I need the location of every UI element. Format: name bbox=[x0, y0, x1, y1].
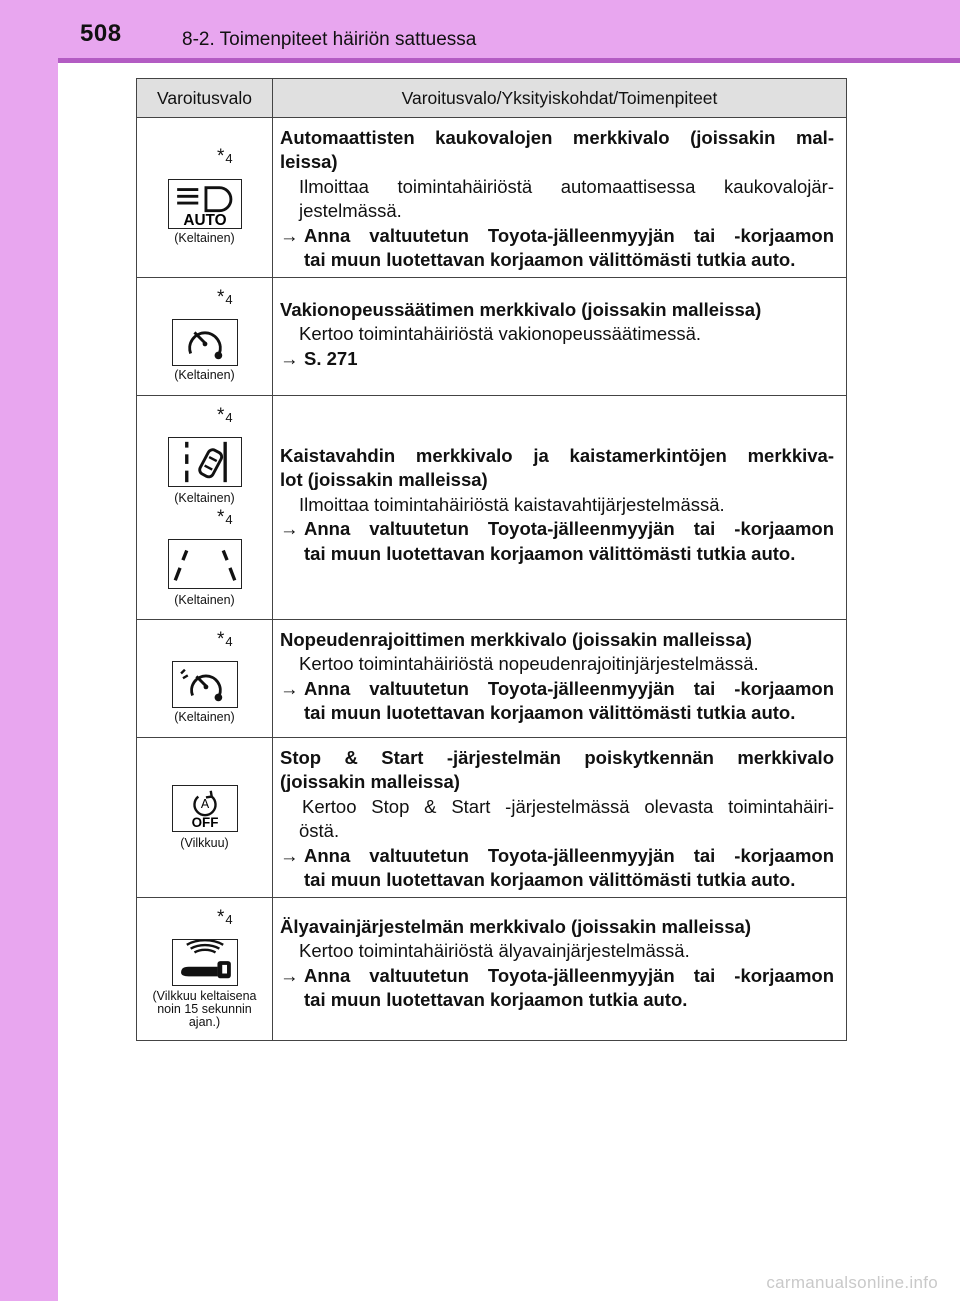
action-line bbox=[280, 844, 834, 868]
header-divider bbox=[58, 58, 960, 63]
arrow-icon: → bbox=[280, 224, 299, 246]
watermark-text: carmanualsonline.info bbox=[766, 1273, 938, 1292]
cruise-control-icon bbox=[172, 319, 238, 366]
lamp-description: östä. bbox=[299, 820, 340, 842]
lamp-caption: (Keltainen) bbox=[174, 368, 235, 382]
section-title: 8-2. Toimenpiteet häiriön sattuessa bbox=[182, 29, 477, 50]
lamp-title: lot (joissakin malleissa) bbox=[280, 469, 488, 491]
footnote-marker: $*_4$ bbox=[217, 405, 233, 426]
footnote-marker: $*_4$ bbox=[217, 507, 233, 528]
arrow-icon: → bbox=[280, 677, 299, 699]
stop-start-off-icon bbox=[172, 785, 238, 832]
arrow-icon: → bbox=[280, 964, 299, 986]
action-text: tai muun luotettavan korjaamon välittömästi tutkia auto. bbox=[304, 542, 796, 564]
details-cell bbox=[273, 620, 847, 738]
column-header-details: Varoitusvalo/Yksityiskohdat/Toimenpiteet bbox=[273, 79, 847, 118]
footnote-marker: $*_4$ bbox=[217, 629, 233, 650]
footnote-marker: $*_4$ bbox=[217, 146, 233, 167]
lamp-cell bbox=[137, 620, 273, 738]
lamp-caption: (Vilkkuu keltaisena noin 15 sekunnin ajan.) bbox=[152, 989, 257, 1029]
lamp-caption: (Keltainen) bbox=[174, 231, 235, 245]
smart-key-icon bbox=[172, 939, 238, 986]
action-text: Anna valtuutetun Toyota-jälleenmyyjän tai -korjaamon bbox=[304, 677, 834, 699]
table-row bbox=[137, 396, 847, 620]
details-cell bbox=[273, 898, 847, 1041]
footnote-marker: $*_4$ bbox=[217, 907, 233, 928]
lamp-title: (joissakin malleissa) bbox=[280, 771, 460, 793]
action-text: Anna valtuutetun Toyota-jälleenmyyjän tai -korjaamon bbox=[304, 518, 834, 540]
table-row bbox=[137, 620, 847, 738]
arrow-icon: → bbox=[280, 347, 299, 369]
action-text: tai muun luotettavan korjaamon välittömästi tutkia auto. bbox=[304, 702, 796, 724]
warning-lamp-table bbox=[136, 78, 847, 1041]
details-cell bbox=[273, 396, 847, 620]
lamp-title: Älyavainjärjestelmän merkkivalo (joissakin malleissa) bbox=[280, 916, 751, 937]
lamp-caption: (Keltainen) bbox=[174, 593, 235, 607]
speed-limiter-icon bbox=[172, 661, 238, 708]
action-text: Anna valtuutetun Toyota-jälleenmyyjän tai -korjaamon bbox=[304, 224, 834, 246]
auto-high-beam-icon bbox=[168, 179, 242, 229]
page-number: 508 bbox=[80, 20, 122, 47]
action-text: tai muun luotettavan korjaamon välittömästi tutkia auto. bbox=[304, 869, 796, 891]
lamp-caption: (Keltainen) bbox=[174, 710, 235, 724]
lamp-description: Kertoo toimintahäiriöstä vakionopeussäätimessä. bbox=[299, 323, 702, 345]
arrow-icon: → bbox=[280, 844, 299, 866]
action-text: tai muun luotettavan korjaamon tutkia auto. bbox=[304, 989, 688, 1011]
action-text: Anna valtuutetun Toyota-jälleenmyyjän tai -korjaamon bbox=[304, 964, 834, 986]
lamp-cell bbox=[137, 738, 273, 898]
page-reference: S. 271 bbox=[304, 347, 358, 369]
footnote-marker: $*_4$ bbox=[217, 287, 233, 308]
lamp-description: Ilmoittaa toimintahäiriöstä kaistavahtijärjestelmässä. bbox=[299, 493, 725, 515]
lamp-cell bbox=[137, 898, 273, 1041]
table-row bbox=[137, 278, 847, 396]
lane-departure-icon bbox=[168, 437, 242, 487]
lamp-title: Nopeudenrajoittimen merkkivalo (joissakin malleissa) bbox=[280, 629, 752, 650]
lamp-title: Stop & Start -järjestelmän poiskytkennän merkkivalo bbox=[280, 747, 834, 768]
table-row bbox=[137, 738, 847, 898]
action-line bbox=[280, 224, 834, 248]
details-cell bbox=[273, 118, 847, 278]
action-line bbox=[280, 964, 834, 988]
table-row bbox=[137, 898, 847, 1041]
lamp-title: Vakionopeussäätimen merkkivalo (joissakin malleissa) bbox=[280, 299, 762, 320]
action-line bbox=[280, 517, 834, 541]
action-line bbox=[280, 347, 834, 371]
icon-label: OFF bbox=[191, 815, 219, 831]
action-text: tai muun luotettavan korjaamon välittömästi tutkia auto. bbox=[304, 249, 796, 271]
column-header-lamp: Varoitusvalo bbox=[137, 79, 273, 118]
header-band bbox=[0, 0, 960, 58]
action-line bbox=[280, 677, 834, 701]
details-cell bbox=[273, 738, 847, 898]
lamp-description: Ilmoittaa toimintahäiriöstä automaattisessa kaukovalojär- bbox=[299, 175, 834, 197]
lamp-description: Kertoo toimintahäiriöstä älyavainjärjestelmässä. bbox=[299, 940, 690, 962]
svg-text:A: A bbox=[200, 797, 210, 812]
svg-text:AUTO: AUTO bbox=[183, 212, 227, 228]
lamp-description: jestelmässä. bbox=[299, 200, 402, 222]
lamp-title: Automaattisten kaukovalojen merkkivalo (joissakin mal- bbox=[280, 127, 834, 148]
lamp-title: Kaistavahdin merkkivalo ja kaistamerkintöjen merkkiva- bbox=[280, 445, 834, 466]
action-text: Anna valtuutetun Toyota-jälleenmyyjän tai -korjaamon bbox=[304, 844, 834, 866]
arrow-icon: → bbox=[280, 518, 299, 540]
lamp-caption: (Vilkkuu) bbox=[180, 836, 229, 850]
details-cell bbox=[273, 278, 847, 396]
lamp-cell bbox=[137, 118, 273, 278]
lamp-caption: (Keltainen) bbox=[174, 491, 235, 505]
lamp-description: Kertoo Stop & Start -järjestelmässä olevasta toimintahäiri- bbox=[302, 795, 834, 817]
table-row bbox=[137, 118, 847, 278]
lane-markings-icon bbox=[168, 539, 242, 589]
lamp-title: leissa) bbox=[280, 151, 338, 173]
lamp-description: Kertoo toimintahäiriöstä nopeudenrajoitinjärjestelmässä. bbox=[299, 653, 759, 675]
table-header-row bbox=[137, 79, 847, 118]
lamp-cell bbox=[137, 396, 273, 620]
side-tab-strip bbox=[0, 0, 58, 1301]
lamp-cell bbox=[137, 278, 273, 396]
